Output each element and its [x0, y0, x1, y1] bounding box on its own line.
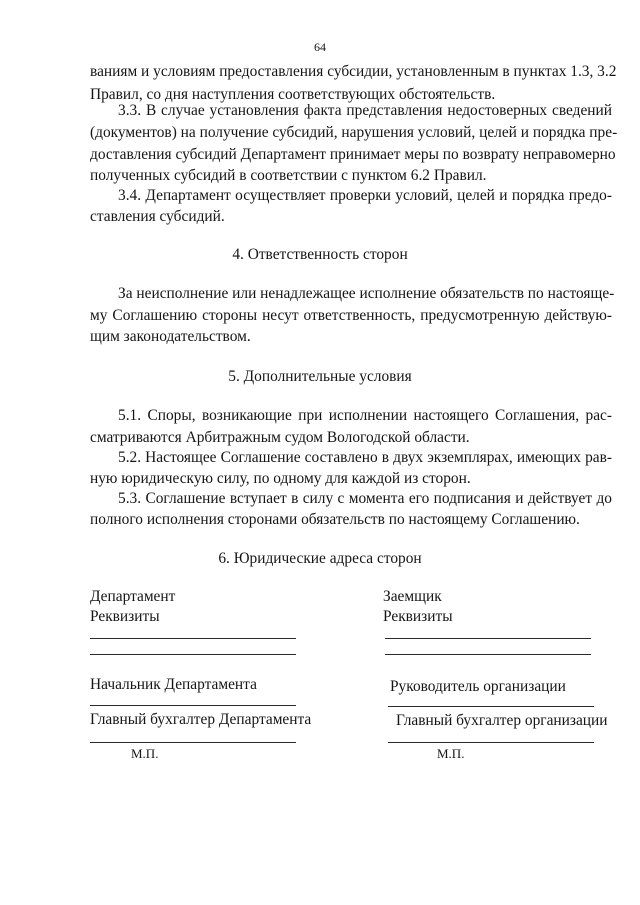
left-party-head: Начальник Департамента	[90, 676, 257, 693]
signature-line	[388, 706, 594, 707]
left-stamp-label: М.П.	[131, 746, 159, 761]
signature-line	[90, 742, 296, 743]
left-party-accountant: Главный бухгалтер Департамента	[90, 711, 312, 728]
signature-line	[388, 742, 594, 743]
right-party-name: Заемщик	[383, 588, 442, 605]
section-heading: 5. Дополнительные условия	[228, 368, 412, 385]
page-number: 64	[314, 40, 326, 54]
paragraph-line: За неисполнение или ненадлежащее исполнение обязательств по настояще-	[118, 285, 615, 302]
paragraph-line: му Соглашению стороны несут ответственность, предусмотренную действую-	[90, 307, 612, 324]
paragraph-line: (документов) на получение субсидий, нарушения условий, целей и порядка пре-	[90, 124, 618, 141]
section-heading: 6. Юридические адреса сторон	[218, 550, 422, 567]
section-heading: 4. Ответственность сторон	[232, 246, 408, 263]
paragraph-line: 5.1. Споры, возникающие при исполнении настоящего Соглашения, рас-	[118, 407, 612, 424]
paragraph-line: доставления субсидий Департамент принимает меры по возврату неправомерно	[90, 146, 616, 163]
signature-line	[90, 654, 296, 655]
paragraph-line: ваниям и условиям предоставления субсидии, установленным в пунктах 1.3, 3.2	[90, 63, 617, 80]
paragraph-line: полного исполнения сторонами обязательств по настоящему Соглашению.	[90, 511, 580, 528]
right-party-requisites: Реквизиты	[383, 608, 453, 625]
right-stamp-label: М.П.	[437, 746, 465, 761]
paragraph-line: 3.4. Департамент осуществляет проверки условий, целей и порядка предо-	[118, 187, 612, 204]
paragraph-line: Правил, со дня наступления соответствующих обстоятельств.	[90, 86, 496, 103]
right-party-accountant: Главный бухгалтер организации	[396, 712, 608, 729]
right-party-head: Руководитель организации	[390, 678, 566, 695]
paragraph-line: ставления субсидий.	[90, 208, 225, 225]
signature-line	[385, 654, 591, 655]
signature-line	[90, 638, 296, 639]
paragraph-line: 5.2. Настоящее Соглашение составлено в двух экземплярах, имеющих рав-	[118, 449, 612, 466]
left-party-requisites: Реквизиты	[90, 608, 160, 625]
paragraph-line: ную юридическую силу, по одному для каждой из сторон.	[90, 470, 471, 487]
signature-line	[90, 705, 296, 706]
paragraph-line: полученных субсидий в соответствии с пунктом 6.2 Правил.	[90, 167, 487, 184]
left-party-name: Департамент	[90, 588, 176, 605]
paragraph-line: щим законодательством.	[90, 328, 251, 345]
signature-line	[385, 638, 591, 639]
paragraph-line: 5.3. Соглашение вступает в силу с момента его подписания и действует до	[118, 490, 612, 507]
paragraph-line: сматриваются Арбитражным судом Вологодской области.	[90, 429, 470, 446]
paragraph-line: 3.3. В случае установления факта представления недостоверных сведений	[118, 102, 612, 119]
